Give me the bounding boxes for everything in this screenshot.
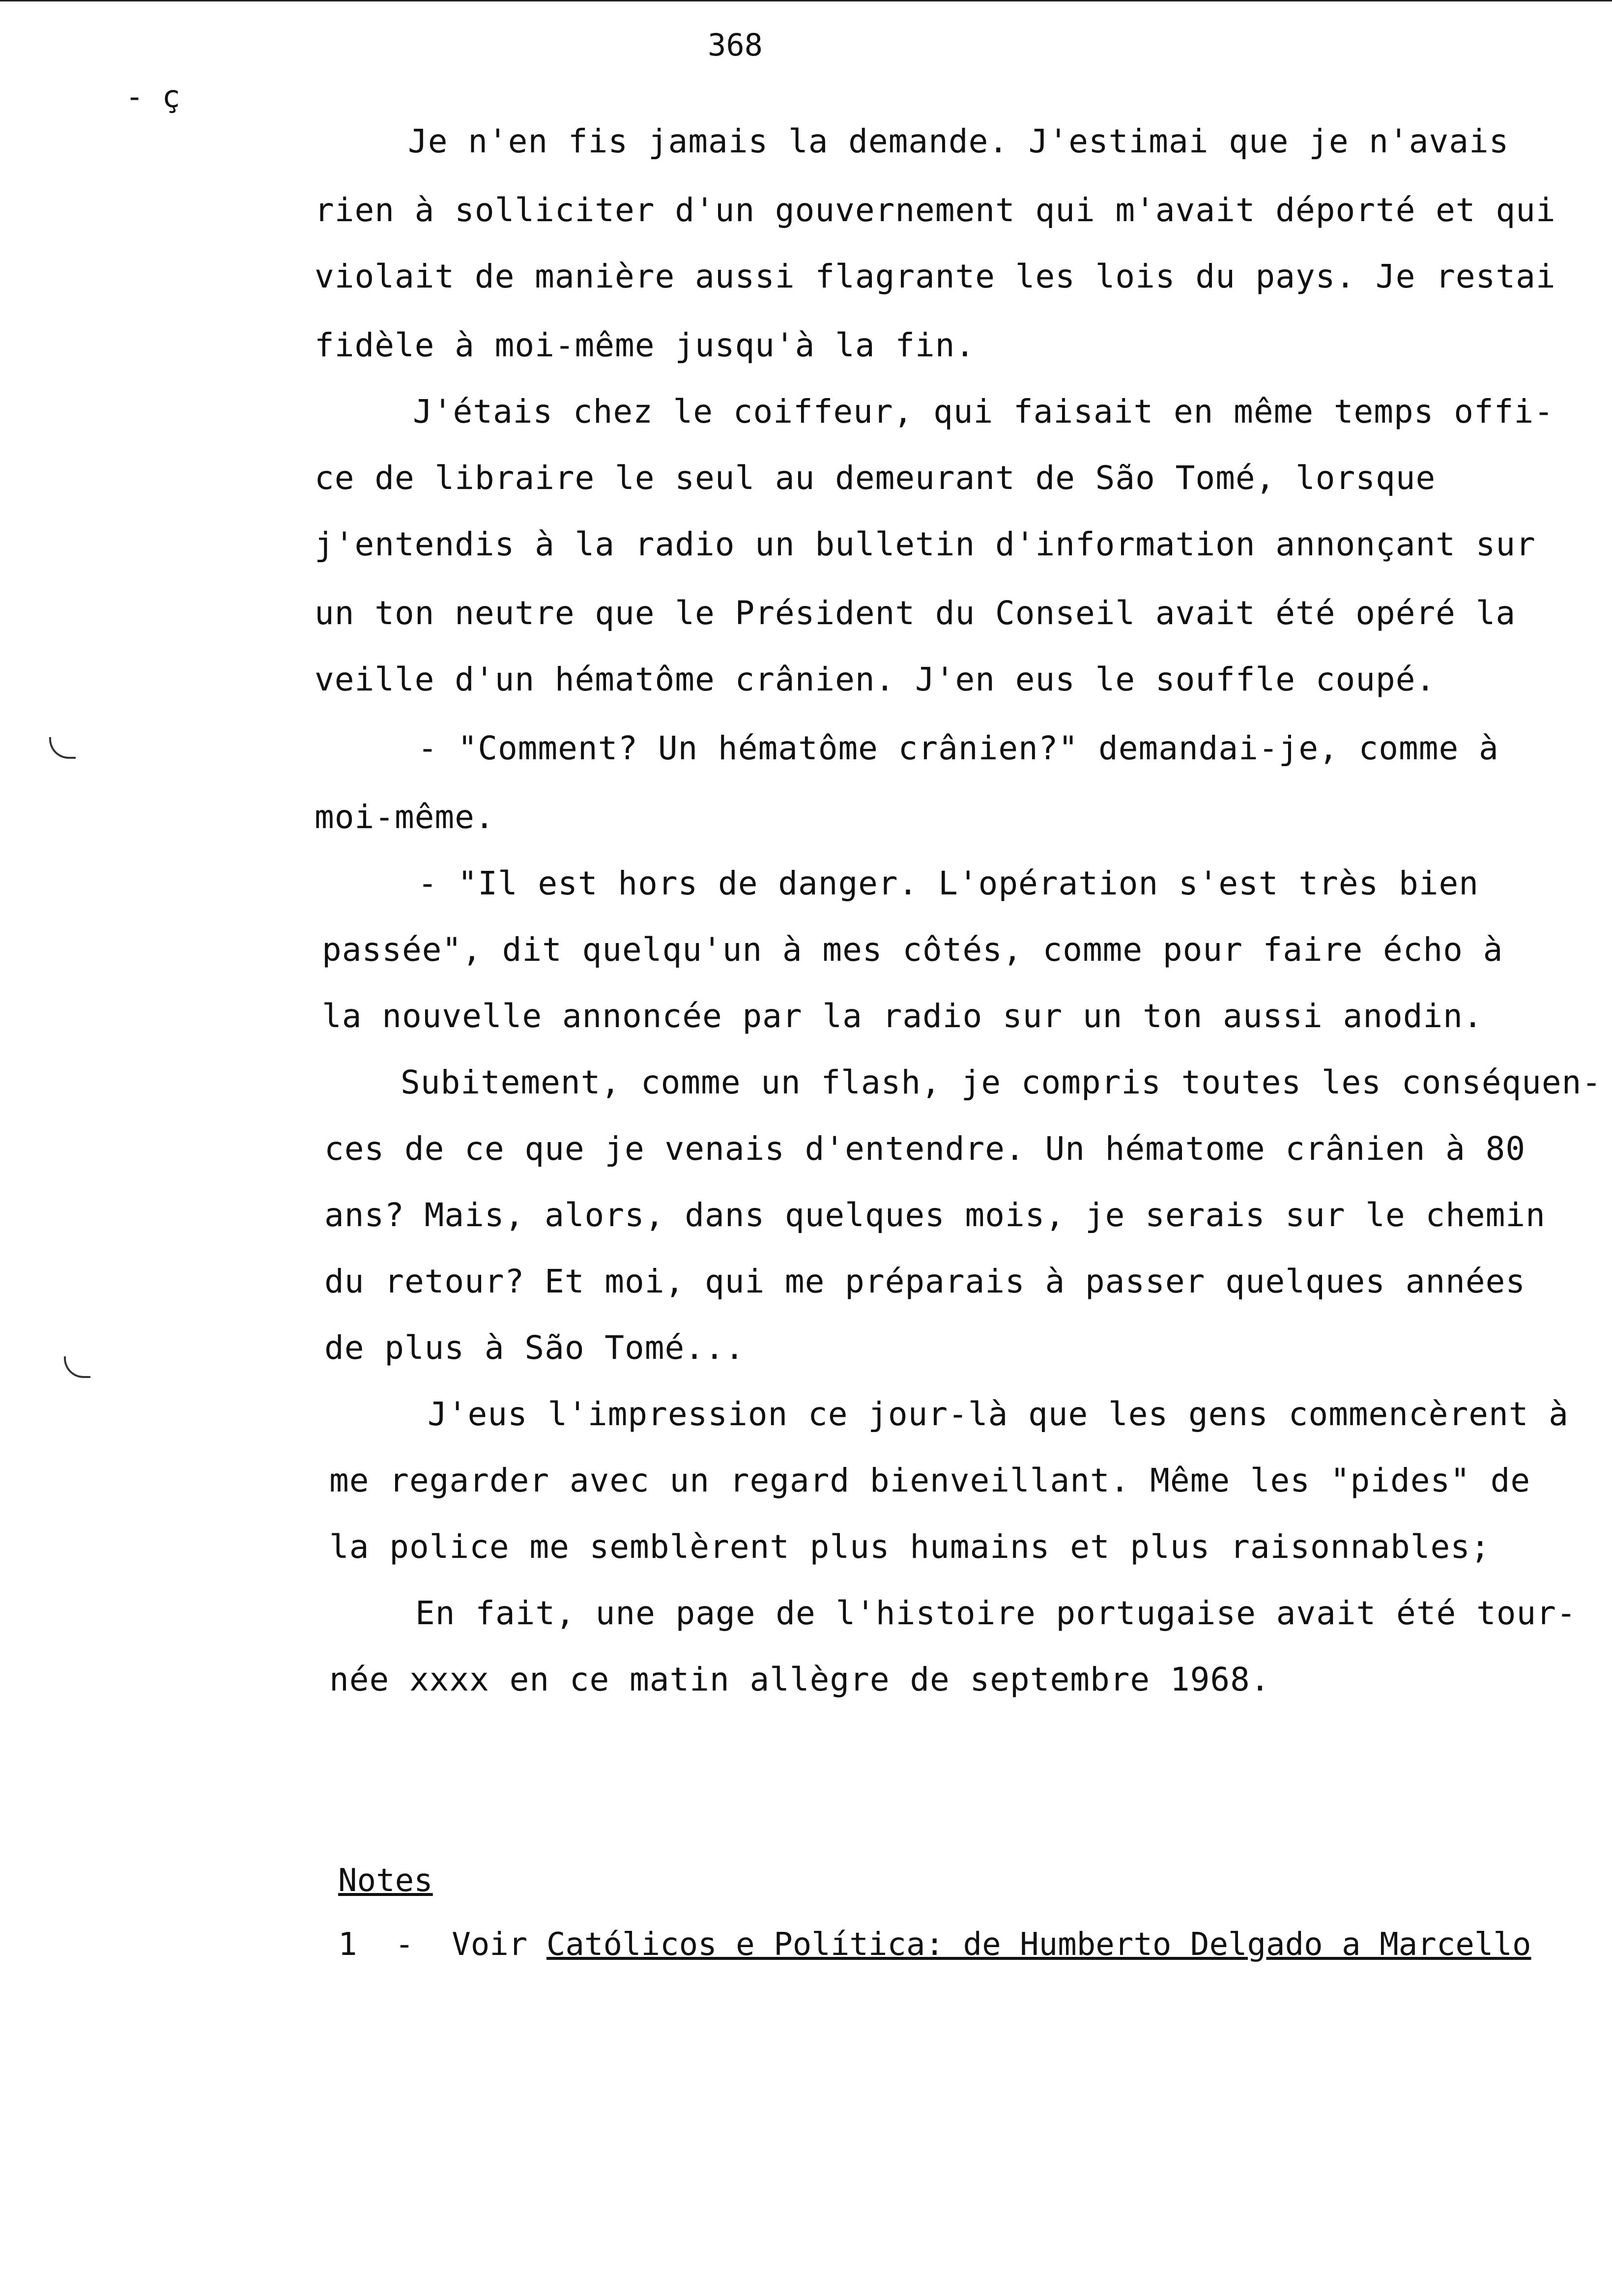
body-line: un ton neutre que le Président du Conseil avait été opéré la bbox=[315, 594, 1516, 632]
page-number: 368 bbox=[708, 27, 763, 63]
body-line: En fait, une page de l'histoire portugaise avait été tour- bbox=[415, 1594, 1577, 1632]
note-dash: - bbox=[395, 1926, 414, 1963]
margin-mark: - ç bbox=[125, 79, 180, 115]
body-line: veille d'un hématôme crânien. J'en eus le souffle coupé. bbox=[315, 660, 1436, 698]
body-line: ans? Mais, alors, dans quelques mois, je serais sur le chemin bbox=[324, 1196, 1546, 1234]
body-line: la nouvelle annoncée par la radio sur un ton aussi anodin. bbox=[322, 997, 1483, 1035]
body-line: fidèle à moi-même jusqu'à la fin. bbox=[315, 326, 976, 364]
body-line: du retour? Et moi, qui me préparais à passer quelques années bbox=[324, 1263, 1526, 1300]
body-line: moi-même. bbox=[315, 798, 495, 836]
body-line: passée", dit quelqu'un à mes côtés, comme pour faire écho à bbox=[322, 931, 1503, 969]
body-line: me regarder avec un regard bienveillant. Même les "pides" de bbox=[329, 1462, 1531, 1499]
body-line: la police me semblèrent plus humains et plus raisonnables; bbox=[329, 1528, 1491, 1566]
body-line: - "Il est hors de danger. L'opération s'est très bien bbox=[418, 864, 1479, 902]
body-line: ce de libraire le seul au demeurant de São Tomé, lorsque bbox=[315, 459, 1436, 497]
note-number: 1 bbox=[338, 1926, 357, 1963]
body-line: violait de manière aussi flagrante les lois du pays. Je restai bbox=[315, 258, 1556, 295]
margin-bracket bbox=[49, 737, 76, 759]
body-line: - "Comment? Un hématôme crânien?" demandai-je, comme à bbox=[418, 729, 1499, 767]
body-line: j'entendis à la radio un bulletin d'information annonçant sur bbox=[315, 525, 1536, 563]
note-title: Católicos e Política: de Humberto Delgado a Marcello bbox=[546, 1926, 1531, 1963]
margin-bracket bbox=[64, 1356, 90, 1378]
note-item bbox=[338, 1926, 1531, 1963]
notes-heading: Notes bbox=[338, 1863, 433, 1899]
note-lead: Voir bbox=[452, 1926, 528, 1963]
body-line: Je n'en fis jamais la demande. J'estimai que je n'avais bbox=[408, 122, 1509, 160]
body-line: née xxxx en ce matin allègre de septembre 1968. bbox=[329, 1661, 1270, 1698]
top-rule bbox=[0, 0, 1612, 1]
body-line: J'étais chez le coiffeur, qui faisait en même temps offi- bbox=[413, 393, 1554, 430]
body-line: rien à solliciter d'un gouvernement qui m'avait déporté et qui bbox=[315, 191, 1556, 229]
body-line: ces de ce que je venais d'entendre. Un hématome crânien à 80 bbox=[324, 1130, 1526, 1168]
body-line: de plus à São Tomé... bbox=[324, 1329, 745, 1367]
body-line: Subitement, comme un flash, je compris toutes les conséquen- bbox=[401, 1063, 1602, 1101]
body-line: J'eus l'impression ce jour-là que les gens commencèrent à bbox=[428, 1395, 1569, 1433]
